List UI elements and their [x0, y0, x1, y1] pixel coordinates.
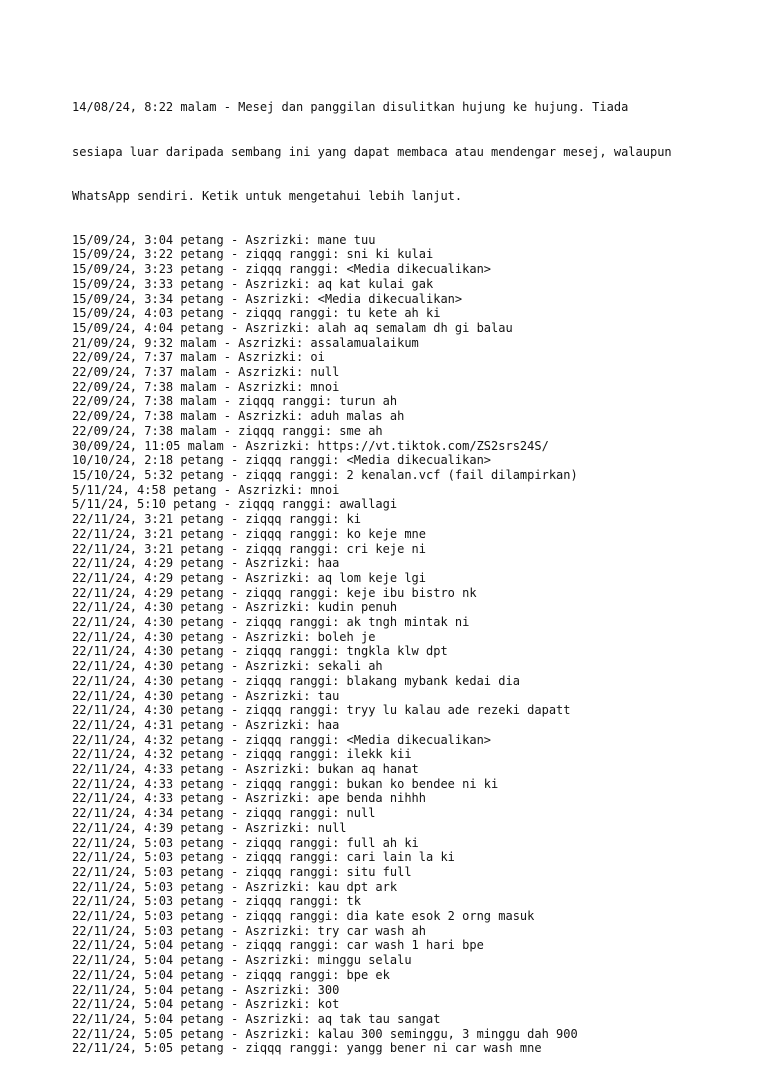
message-line: 22/09/24, 7:37 malam - Aszrizki: null [72, 365, 340, 380]
chat-export-document [72, 71, 712, 1071]
message-line: 22/11/24, 3:21 petang - ziqqq ranggi: cri keje ni [72, 541, 427, 556]
message-line: 22/11/24, 3:21 petang - ziqqq ranggi: ki [72, 512, 361, 527]
message-line: 22/11/24, 5:03 petang - ziqqq ranggi: tk [72, 894, 361, 909]
message-line: 22/11/24, 5:04 petang - Aszrizki: minggu selalu [72, 953, 412, 968]
message-line: 22/11/24, 5:03 petang - ziqqq ranggi: full ah ki [72, 835, 419, 850]
message-line: 15/09/24, 3:33 petang - Aszrizki: aq kat kulai gak [72, 276, 434, 291]
message-line: 22/11/24, 4:29 petang - Aszrizki: aq lom keje lgi [72, 570, 427, 585]
message-line: 22/09/24, 7:38 malam - Aszrizki: aduh malas ah [72, 409, 405, 424]
message-line: 22/11/24, 4:33 petang - Aszrizki: ape benda nihhh [72, 791, 427, 806]
message-line: 22/09/24, 7:38 malam - Aszrizki: mnoi [72, 379, 340, 394]
message-line: 22/11/24, 4:30 petang - Aszrizki: tau [72, 688, 340, 703]
message-line: 22/11/24, 4:30 petang - Aszrizki: boleh je [72, 629, 376, 644]
message-line: 22/11/24, 4:33 petang - Aszrizki: bukan aq hanat [72, 762, 419, 777]
intro-line: sesiapa luar daripada sembang ini yang dapat membaca atau mendengar mesej, walaupun [72, 144, 672, 159]
message-line: 22/11/24, 4:29 petang - ziqqq ranggi: keje ibu bistro nk [72, 585, 477, 600]
message-line: 5/11/24, 5:10 petang - ziqqq ranggi: awallagi [72, 497, 398, 512]
message-line: 22/11/24, 5:03 petang - Aszrizki: kau dpt ark [72, 879, 398, 894]
message-line: 22/11/24, 4:30 petang - ziqqq ranggi: tryy lu kalau ade rezeki dapatt [72, 703, 571, 718]
message-line: 22/11/24, 4:30 petang - Aszrizki: kudin penuh [72, 600, 398, 615]
message-line: 22/11/24, 3:21 petang - ziqqq ranggi: ko keje mne [72, 526, 427, 541]
message-list [72, 233, 712, 1056]
message-line: 22/11/24, 5:04 petang - Aszrizki: kot [72, 997, 340, 1012]
message-line: 22/11/24, 4:34 petang - ziqqq ranggi: null [72, 806, 376, 821]
message-line: 22/09/24, 7:38 malam - ziqqq ranggi: turun ah [72, 394, 398, 409]
message-line: 21/09/24, 9:32 malam - Aszrizki: assalamualaikum [72, 335, 419, 350]
message-line: 22/11/24, 4:39 petang - Aszrizki: null [72, 820, 347, 835]
message-line: 15/09/24, 3:22 petang - ziqqq ranggi: sni ki kulai [72, 247, 434, 262]
message-line: 22/11/24, 5:03 petang - ziqqq ranggi: situ full [72, 864, 412, 879]
message-line: 22/11/24, 4:31 petang - Aszrizki: haa [72, 717, 340, 732]
message-line: 15/09/24, 4:04 petang - Aszrizki: alah aq semalam dh gi balau [72, 320, 513, 335]
message-line: 15/09/24, 3:34 petang - Aszrizki: <Media dikecualikan> [72, 291, 463, 306]
message-line: 22/11/24, 5:05 petang - Aszrizki: kalau 300 seminggu, 3 minggu dah 900 [72, 1026, 578, 1041]
message-line: 22/11/24, 4:29 petang - Aszrizki: haa [72, 556, 340, 571]
message-line: 22/11/24, 4:30 petang - ziqqq ranggi: tngkla klw dpt [72, 644, 448, 659]
message-line: 22/11/24, 4:33 petang - ziqqq ranggi: bukan ko bendee ni ki [72, 776, 499, 791]
message-line: 15/09/24, 3:23 petang - ziqqq ranggi: <Media dikecualikan> [72, 262, 492, 277]
message-line: 15/10/24, 5:32 petang - ziqqq ranggi: 2 kenalan.vcf (fail dilampirkan) [72, 467, 578, 482]
message-line: 22/11/24, 5:03 petang - ziqqq ranggi: dia kate esok 2 orng masuk [72, 909, 535, 924]
message-line: 22/11/24, 4:30 petang - ziqqq ranggi: blakang mybank kedai dia [72, 673, 520, 688]
message-line: 22/09/24, 7:37 malam - Aszrizki: oi [72, 350, 325, 365]
message-line: 22/11/24, 5:03 petang - Aszrizki: try car wash ah [72, 923, 427, 938]
message-line: 22/11/24, 4:30 petang - ziqqq ranggi: ak tngh mintak ni [72, 615, 470, 630]
message-line: 22/11/24, 5:04 petang - Aszrizki: 300 [72, 982, 340, 997]
message-line: 22/11/24, 4:32 petang - ziqqq ranggi: <Media dikecualikan> [72, 732, 492, 747]
message-line: 5/11/24, 4:58 petang - Aszrizki: mnoi [72, 482, 340, 497]
message-line: 22/11/24, 5:04 petang - ziqqq ranggi: car wash 1 hari bpe [72, 938, 484, 953]
message-line: 22/11/24, 4:32 petang - ziqqq ranggi: ilekk kii [72, 747, 412, 762]
message-line: 22/11/24, 5:05 petang - ziqqq ranggi: yangg bener ni car wash mne [72, 1041, 542, 1056]
message-line: 22/11/24, 5:03 petang - ziqqq ranggi: cari lain la ki [72, 850, 455, 865]
message-line: 15/09/24, 4:03 petang - ziqqq ranggi: tu kete ah ki [72, 306, 441, 321]
message-line: 22/11/24, 5:04 petang - Aszrizki: aq tak tau sangat [72, 1012, 441, 1026]
intro-line: 14/08/24, 8:22 malam - Mesej dan panggilan disulitkan hujung ke hujung. Tiada [72, 100, 629, 115]
message-line: 30/09/24, 11:05 malam - Aszrizki: https://vt.tiktok.com/ZS2srs24S/ [72, 438, 549, 453]
message-line: 10/10/24, 2:18 petang - ziqqq ranggi: <Media dikecualikan> [72, 453, 492, 468]
message-line: 22/11/24, 5:04 petang - ziqqq ranggi: bpe ek [72, 967, 390, 982]
intro-line: WhatsApp sendiri. Ketik untuk mengetahui lebih lanjut. [72, 188, 463, 203]
message-line: 22/09/24, 7:38 malam - ziqqq ranggi: sme ah [72, 423, 383, 438]
message-line: 22/11/24, 4:30 petang - Aszrizki: sekali ah [72, 659, 383, 674]
message-line: 15/09/24, 3:04 petang - Aszrizki: mane tuu [72, 232, 376, 247]
